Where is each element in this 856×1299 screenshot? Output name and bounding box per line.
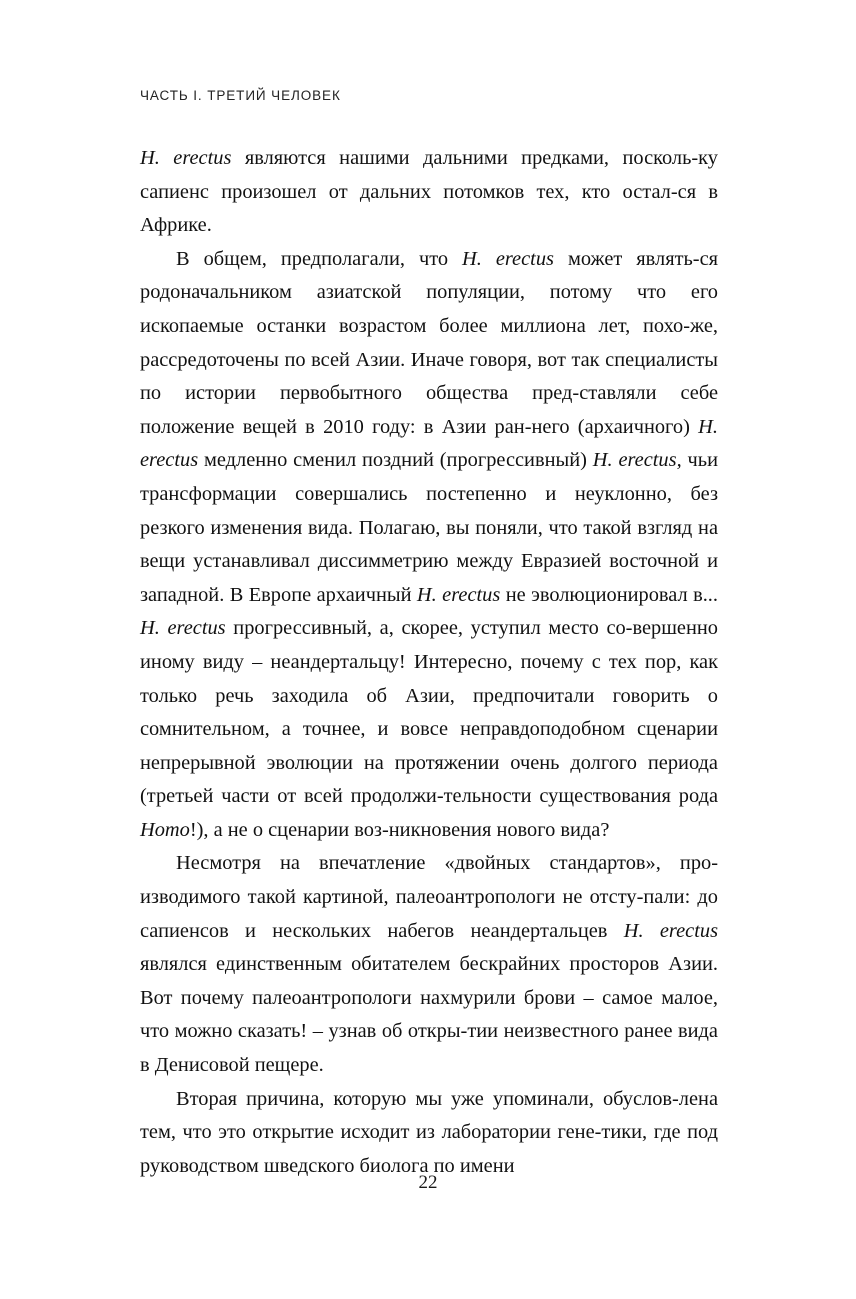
- paragraph: В общем, предполагали, что H. erectus может являть-ся родоначальником азиатской популяции, потому что его ископаемые останки возрастом более миллиона лет, похо-же, рассредоточены по всей Азии. Иначе говоря, вот так специалисты по истории первобытного общества пред-ставляли себе положение вещей в 2010 году: в Азии ран-него (архаичного) H. erectus медленно сменил поздний (прогрессивный) H. erectus, чьи трансформации совершались постепенно и неуклонно, без резкого изменения вида. Полагаю, вы поняли, что такой взгляд на вещи устанавливал диссимметрию между Евразией восточной и западной. В Европе архаичный H. erectus не эволюционировал в... H. erectus прогрессивный, а, скорее, уступил место со-вершенно иному виду – неандертальцу! Интересно, почему с тех пор, как только речь заходила об Азии, предпочитали говорить о сомнительном, а точнее, и вовсе неправдоподобном сценарии непрерывной эволюции на протяжении очень долгого периода (третьей части от всей продолжи-тельности существования рода Homo!), а не о сценарии воз-никновения нового вида?: [140, 247, 719, 841]
- paragraph: Несмотря на впечатление «двойных стандартов», про-изводимого такой картиной, палеоантропологи не отсту-пали: до сапиенсов и нескольких набегов неандертальцев H. erectus являлся единственным обитателем бескрайних просторов Азии. Вот почему палеоантропологи нахмурили брови – самое малое, что можно сказать! – узнав об откры-тии неизвестного ранее вида в Денисовой пещере.: [140, 852, 718, 1077]
- running-head: ЧАСТЬ I. ТРЕТИЙ ЧЕЛОВЕК: [140, 88, 341, 103]
- body-text: [140, 142, 718, 1183]
- page-number: 22: [418, 1172, 438, 1193]
- paragraph: H. erectus являются нашими дальними предками, посколь-ку сапиенс произошел от дальних потомков тех, кто остал-ся в Африке.: [140, 147, 718, 237]
- paragraph: Вторая причина, которую мы уже упоминали, обуслов-лена тем, что это открытие исходит из лаборатории гене-тики, где под руководством шведского биолога по имени: [140, 1087, 718, 1177]
